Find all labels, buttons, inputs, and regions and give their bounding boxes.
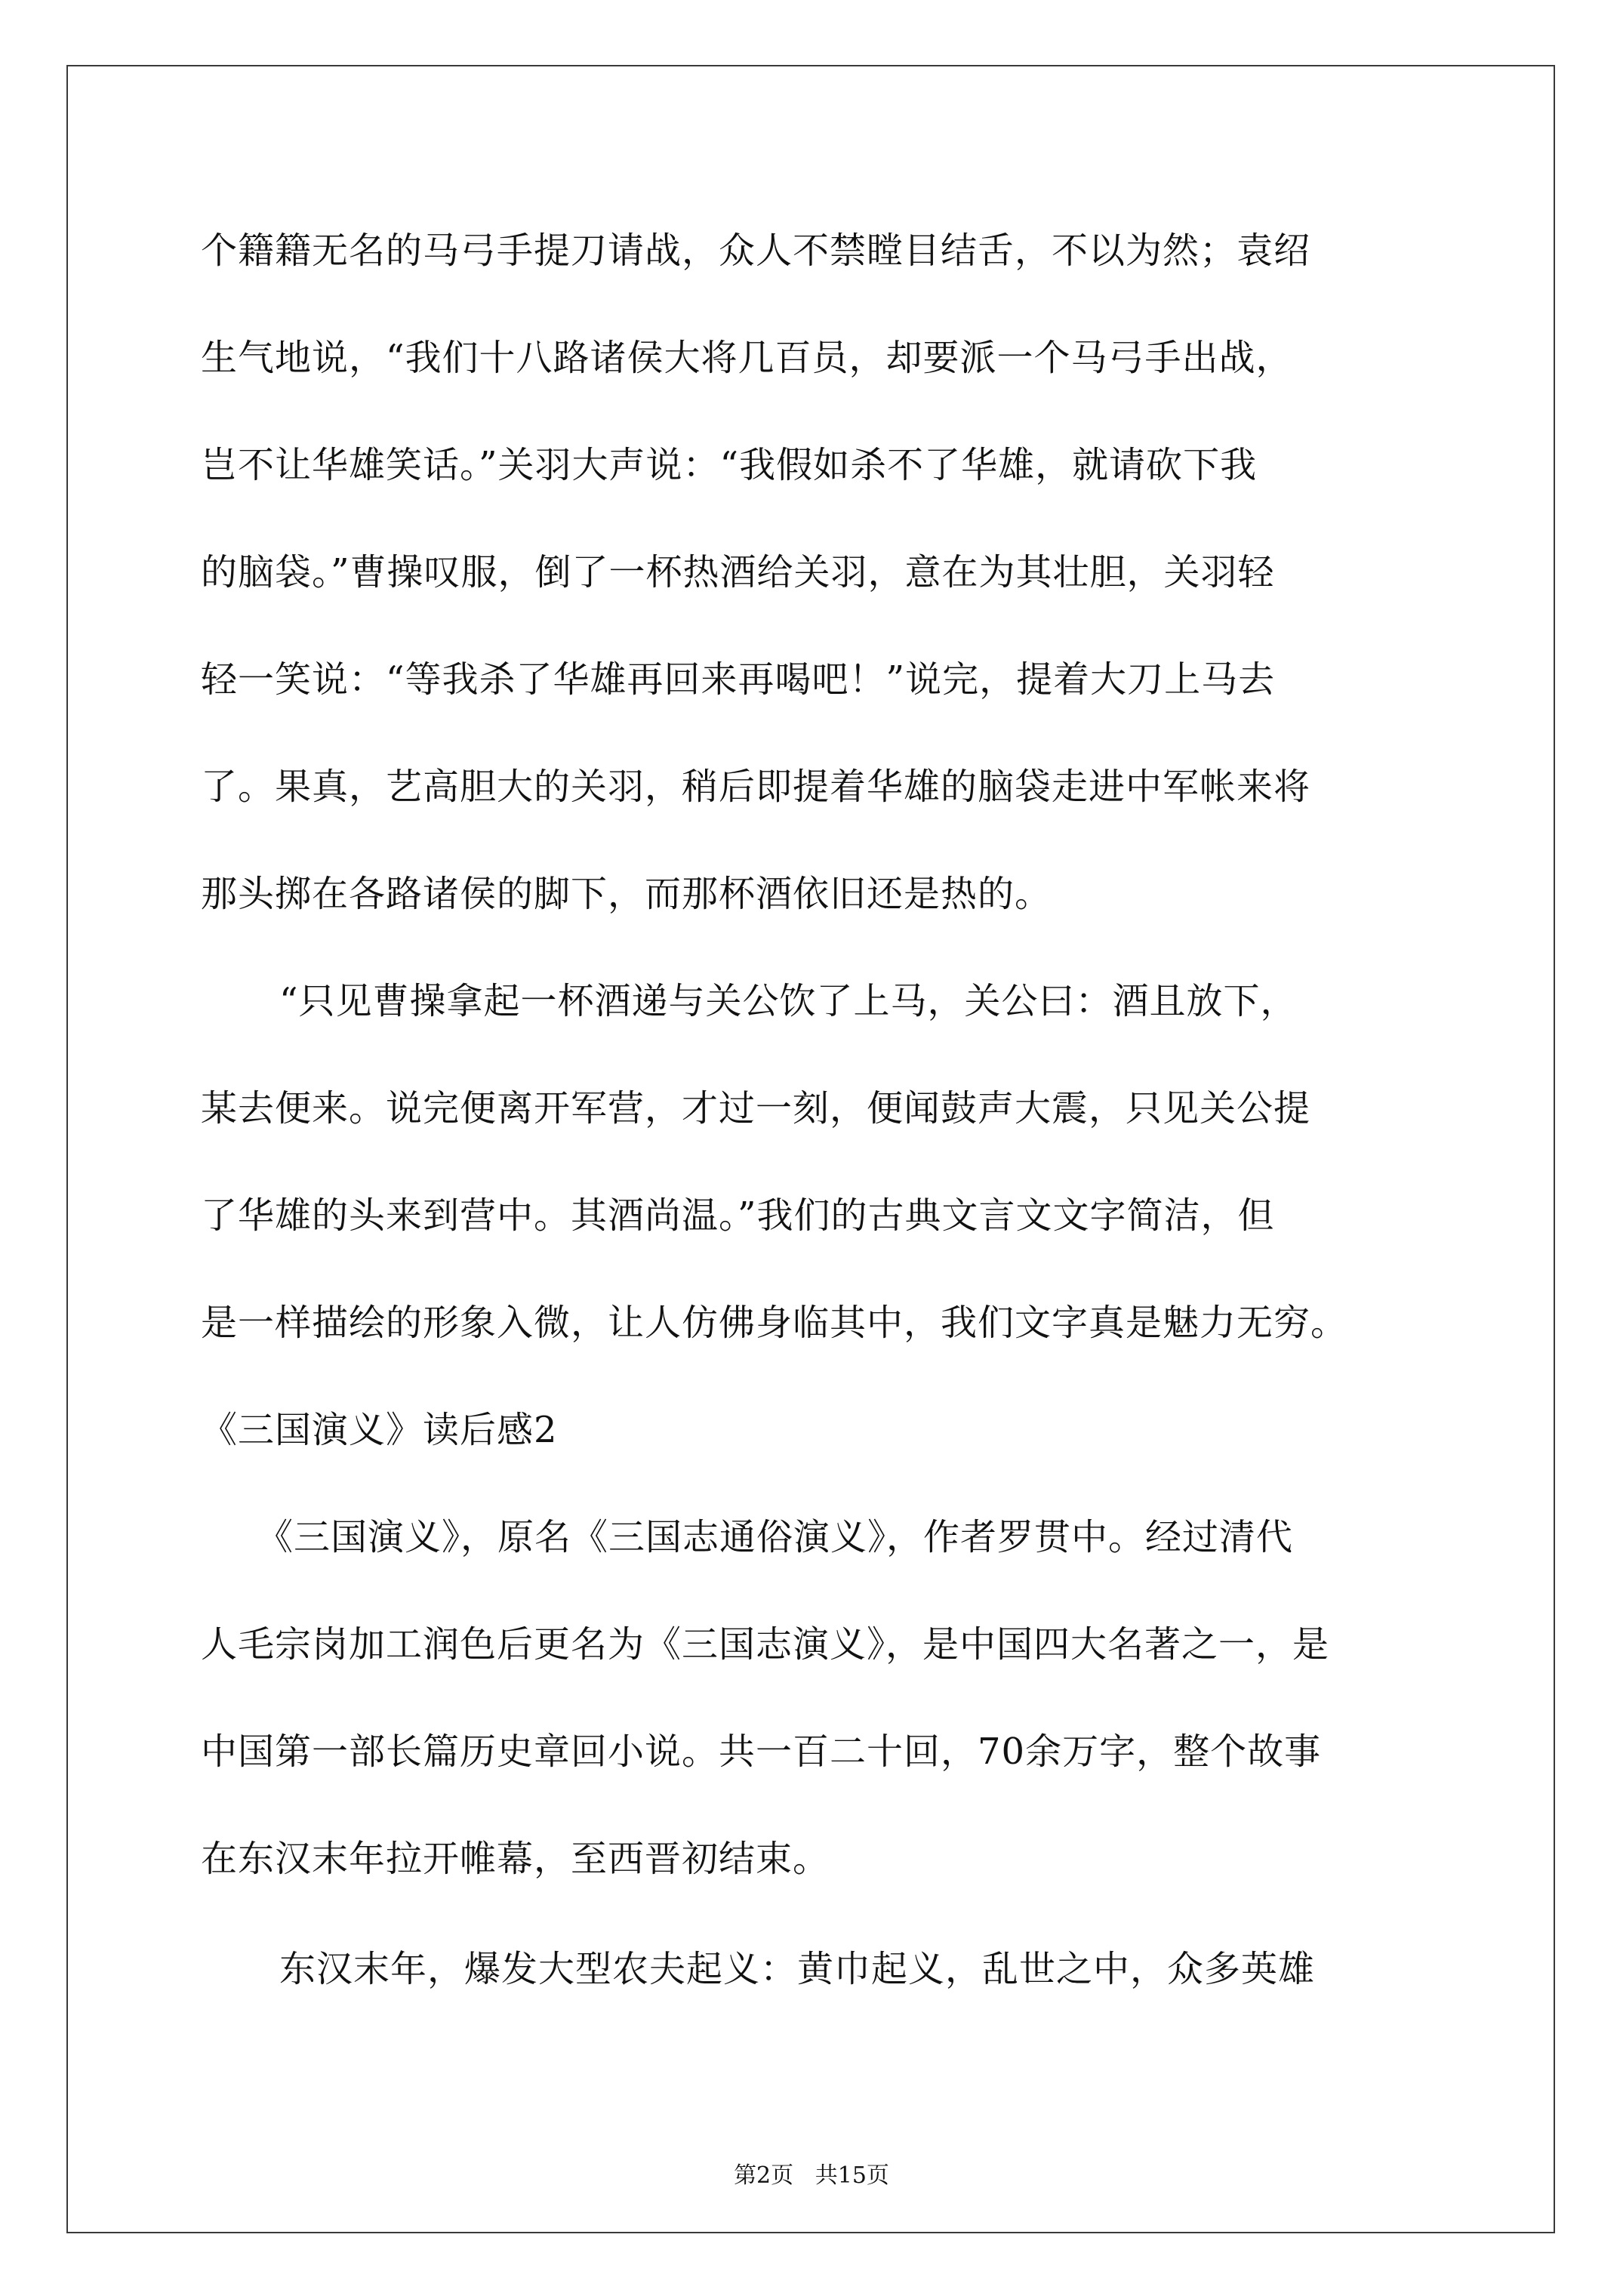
text-line: 人毛宗岗加工润色后更名为《三国志演义》，是中国四大名著之一，是 [201, 1623, 1330, 1666]
text-line: 某去便来。说完便离开军营，才过一刻，便闻鼓声大震，只见关公提 [201, 1087, 1311, 1130]
text-line: 是一样描绘的形象入微，让人仿佛身临其中，我们文字真是魅力无穷。 [201, 1302, 1348, 1344]
text-line: 的脑袋。”曹操叹服，倒了一杯热酒给关羽，意在为其壮胆，关羽轻 [201, 551, 1275, 593]
text-line: 岂不让华雄笑话。”关羽大声说：“我假如杀不了华雄，就请砍下我 [201, 444, 1258, 486]
text-line: 个籍籍无名的马弓手提刀请战，众人不禁瞠目结舌，不以为然；袁绍 [201, 230, 1311, 272]
page-border [66, 65, 1555, 2233]
text-line: 《三国演义》，原名《三国志通俗演义》，作者罗贯中。经过清代 [257, 1516, 1294, 1558]
page-number: 第2页 共15页 [734, 2162, 889, 2189]
text-line: 那头掷在各路诸侯的脚下，而那杯酒依旧还是热的。 [201, 873, 1052, 915]
section-heading: 《三国演义》读后感2 [201, 1409, 558, 1451]
text-line: 轻一笑说：“等我杀了华雄再回来再喝吧！”说完，提着大刀上马去 [201, 658, 1276, 701]
text-line: 在东汉末年拉开帷幕，至西晋初结束。 [201, 1838, 830, 1880]
text-line: 了华雄的头来到营中。其酒尚温。”我们的古典文言文文字简洁，但 [201, 1194, 1275, 1237]
text-line: 生气地说，“我们十八路诸侯大将几百员，却要派一个马弓手出战， [201, 337, 1293, 379]
text-line: “只见曹操拿起一杯酒递与关公饮了上马，关公曰：酒且放下， [279, 980, 1298, 1022]
text-line: 了。果真，艺高胆大的关羽，稍后即提着华雄的脑袋走进中军帐来将 [201, 766, 1311, 808]
text-line: 中国第一部长篇历史章回小说。共一百二十回，70余万字，整个故事 [201, 1730, 1322, 1773]
text-line: 东汉末年，爆发大型农夫起义：黄巾起义，乱世之中，众多英雄 [279, 1948, 1316, 1990]
